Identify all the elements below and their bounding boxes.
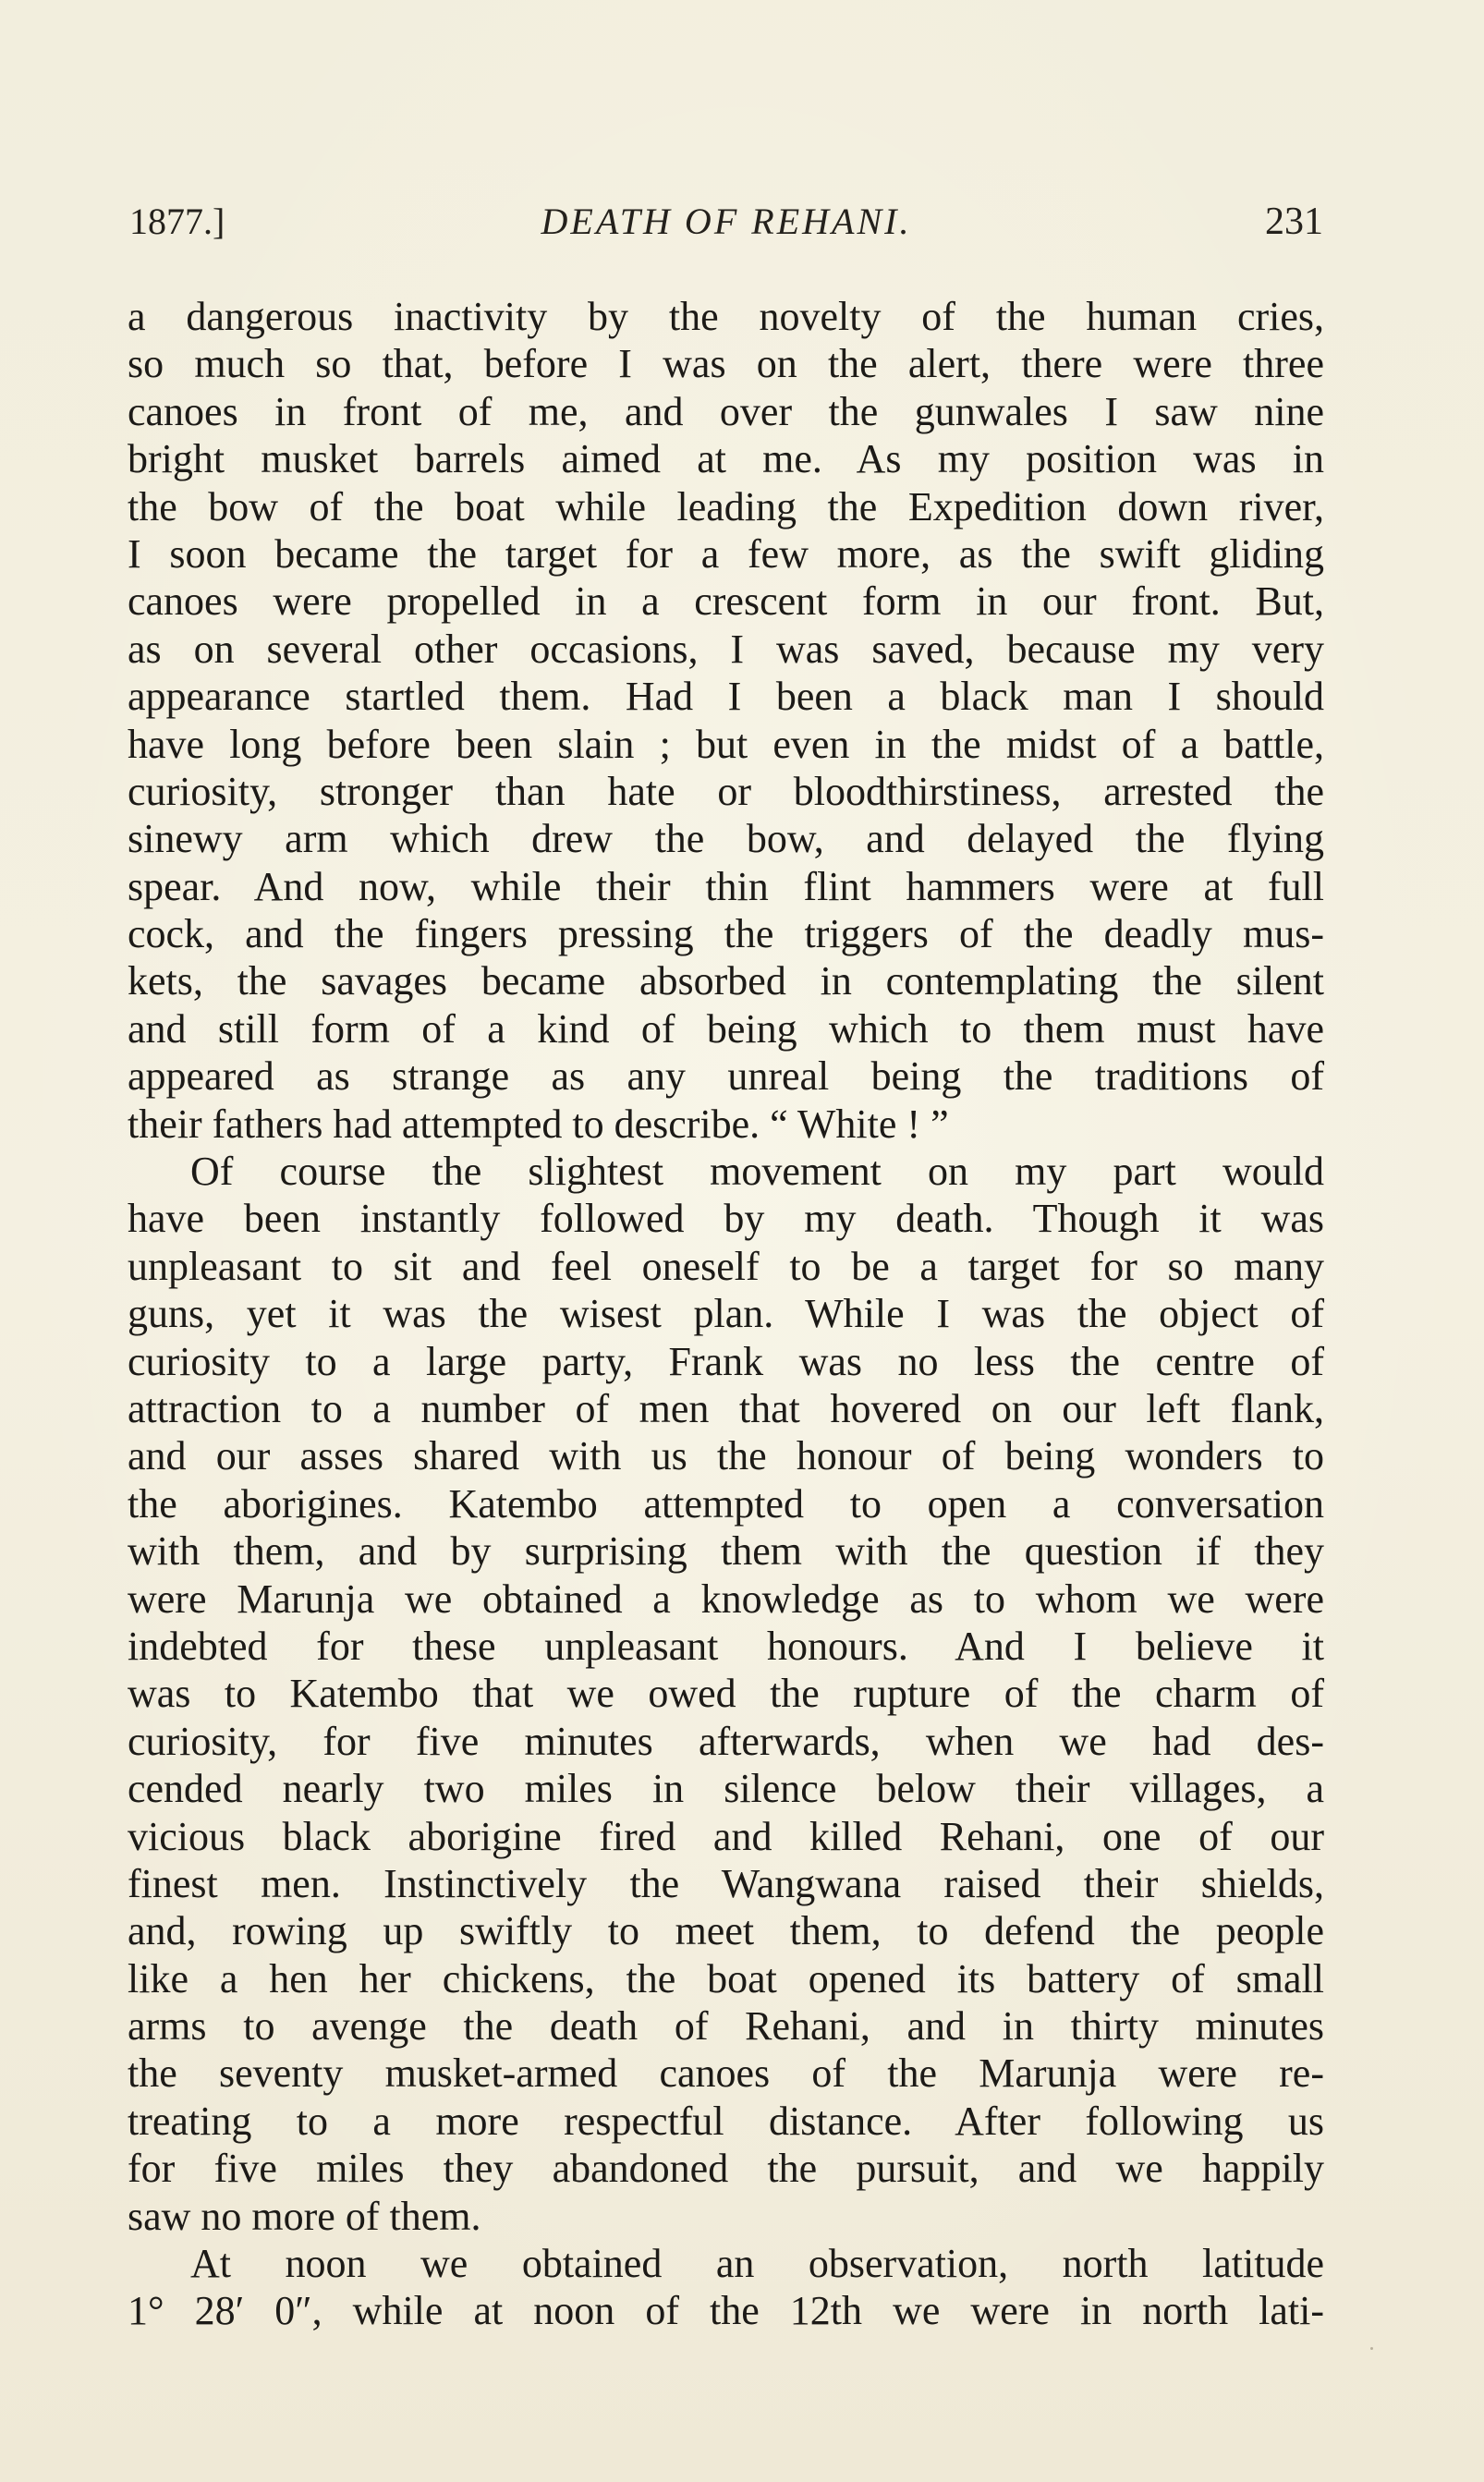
text-line: bright musket barrels aimed at me. As my position was in (128, 436, 1324, 482)
text-line: kets, the savages became absorbed in contemplating the silent (128, 958, 1324, 1004)
text-line: curiosity to a large party, Frank was no less the centre of (128, 1338, 1324, 1384)
text-line: sinewy arm which drew the bow, and delayed the flying (128, 816, 1324, 862)
text-line: finest men. Instinctively the Wangwana raised their shields, (128, 1860, 1324, 1906)
page-number: 231 (1265, 201, 1323, 243)
text-line: were Marunja we obtained a knowledge as to whom we were (128, 1576, 1324, 1622)
text-line: the aborigines. Katembo attempted to open a conversation (128, 1480, 1324, 1527)
text-line: vicious black aborigine fired and killed Rehani, one of our (128, 1813, 1324, 1859)
text-line: the bow of the boat while leading the Expedition down river, (128, 483, 1324, 529)
text-line: like a hen her chickens, the boat opened its battery of small (128, 1955, 1324, 2001)
text-line: canoes were propelled in a crescent form in our front. But, (128, 578, 1324, 625)
paragraph-start-line: At noon we obtained an observation, north latitude (190, 2241, 1324, 2287)
text-line: attraction to a number of men that hovered on our left flank, (128, 1385, 1324, 1431)
text-line: have been instantly followed by my death. Though it was (128, 1196, 1324, 1242)
text-line: curiosity, for five minutes afterwards, when we had des- (128, 1718, 1324, 1764)
text-line: and still form of a kind of being which to them must have (128, 1005, 1324, 1052)
running-head (129, 194, 1323, 249)
text-line: I soon became the target for a few more, as the swift gliding (128, 530, 1324, 577)
text-line: guns, yet it was the wisest plan. While I was the object of (128, 1291, 1324, 1337)
text-line: curiosity, stronger than hate or bloodthirstiness, arrested the (128, 768, 1324, 814)
paragraph-end-line: saw no more of them. (128, 2193, 481, 2239)
text-line: a dangerous inactivity by the novelty of the human cries, (128, 294, 1324, 339)
text-line: so much so that, before I was on the alert, there were three (128, 341, 1324, 387)
text-line: appeared as strange as any unreal being the traditions of (128, 1053, 1324, 1100)
text-line: unpleasant to sit and feel oneself to be a target for so many (128, 1243, 1324, 1289)
text-line: as on several other occasions, I was saved, because my very (128, 626, 1324, 672)
body-text (128, 293, 1324, 2335)
text-line: cock, and the fingers pressing the triggers of the deadly mus- (128, 911, 1324, 957)
text-line: with them, and by surprising them with the question if they (128, 1528, 1324, 1575)
paragraph-end-line: their fathers had attempted to describe. “ White ! ” (128, 1101, 949, 1147)
text-line: appearance startled them. Had I been a black man I should (128, 674, 1324, 720)
text-line: cended nearly two miles in silence below their villages, a (128, 1766, 1324, 1812)
text-line: and, rowing up swiftly to meet them, to defend the people (128, 1908, 1324, 1954)
text-line: 1° 28′ 0″, while at noon of the 12th we were in north lati- (128, 2288, 1324, 2334)
text-line: arms to avenge the death of Rehani, and in thirty minutes (128, 2003, 1324, 2050)
paper-speck (1370, 2347, 1373, 2350)
chapter-title: DEATH OF REHANI. (541, 201, 912, 242)
text-line: for five miles they abandoned the pursuit, and we happily (128, 2146, 1324, 2192)
text-line: the seventy musket-armed canoes of the Marunja were re- (128, 2050, 1324, 2097)
text-line: canoes in front of me, and over the gunwales I saw nine (128, 388, 1324, 434)
text-line: have long before been slain ; but even in the midst of a battle, (128, 721, 1324, 767)
text-line: spear. And now, while their thin flint hammers were at full (128, 863, 1324, 909)
text-line: indebted for these unpleasant honours. And I believe it (128, 1623, 1324, 1669)
paragraph-start-line: Of course the slightest movement on my part would (190, 1149, 1324, 1195)
text-line: and our asses shared with us the honour of being wonders to (128, 1433, 1324, 1479)
text-line: was to Katembo that we owed the rupture of the charm of (128, 1671, 1324, 1717)
text-line: treating to a more respectful distance. After following us (128, 2098, 1324, 2144)
header-year: 1877.] (129, 201, 225, 242)
